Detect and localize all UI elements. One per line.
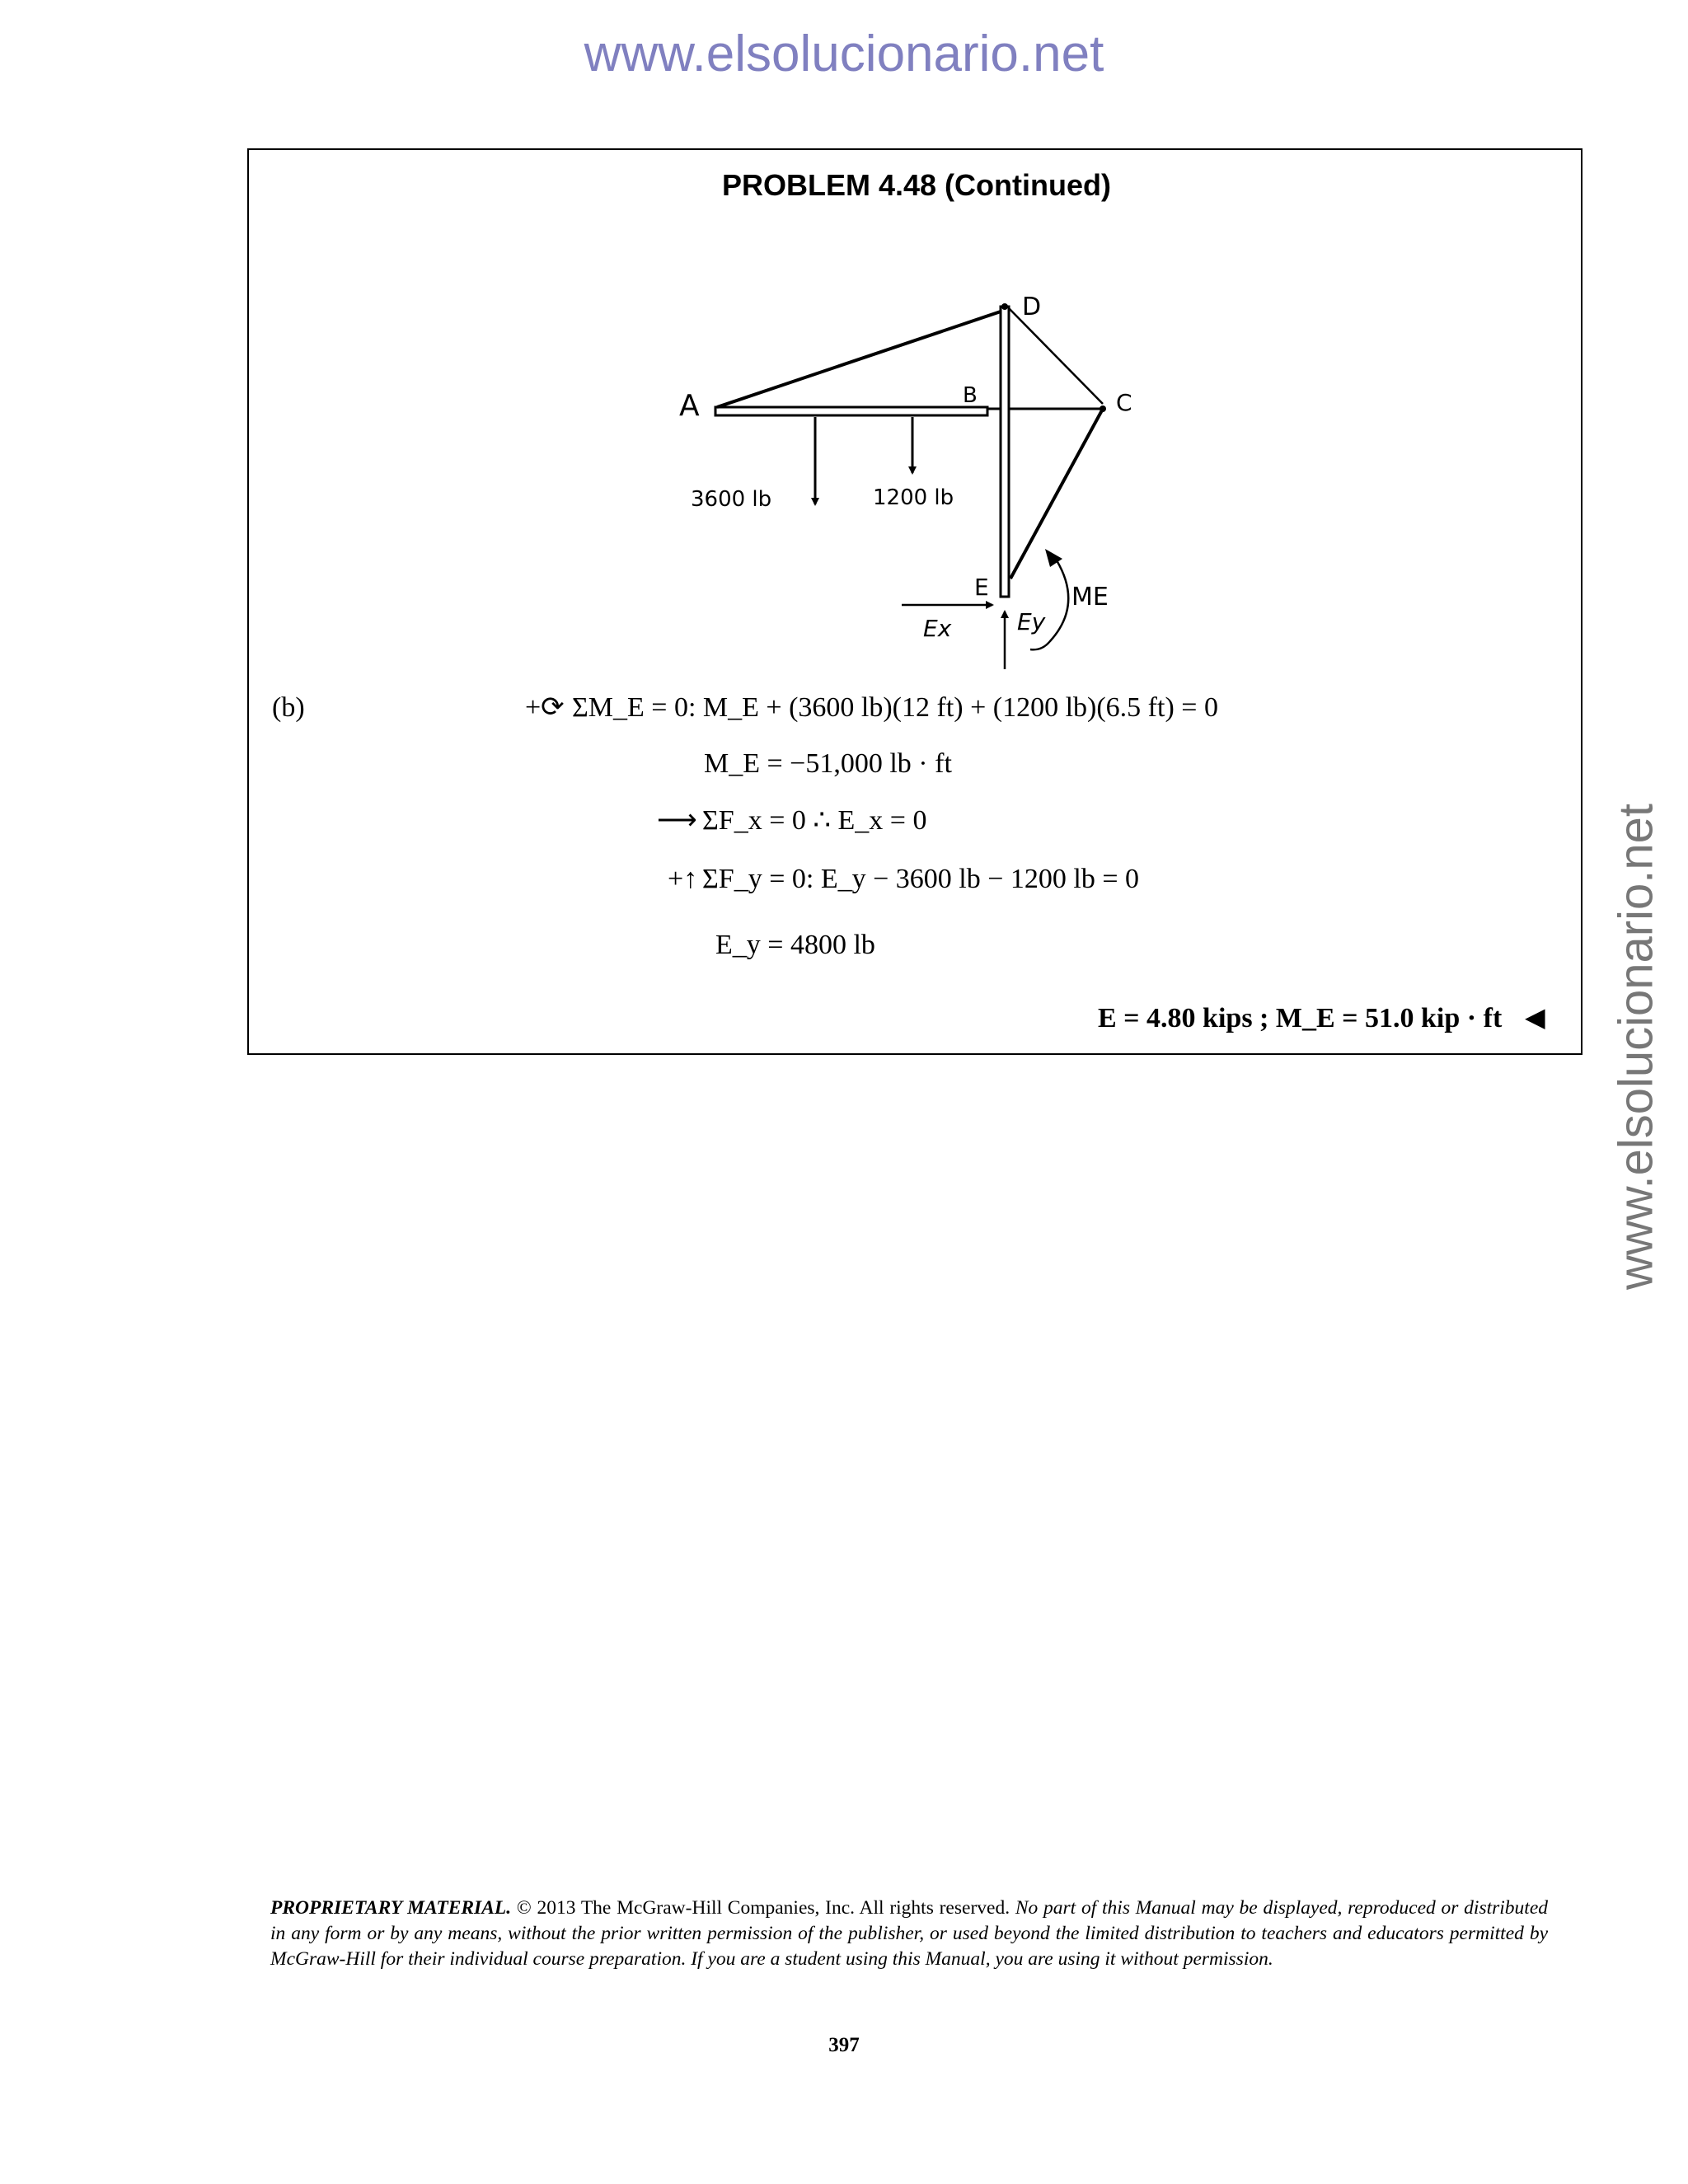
fy-equation: ΣF_y = 0: E_y − 3600 lb − 1200 lb = 0	[702, 864, 1140, 894]
moment-label: ME	[1071, 583, 1109, 612]
cable-dc	[1009, 308, 1103, 404]
fx-equation: ΣF_x = 0 ∴ E_x = 0	[702, 805, 927, 836]
part-label: (b)	[272, 692, 305, 723]
moment-equation: ΣM_E = 0: M_E + (3600 lb)(12 ft) + (1200 lb)(6.5 ft) = 0	[572, 692, 1218, 723]
cable-ad	[717, 312, 1001, 407]
solution-frame	[247, 148, 1582, 1055]
post-de	[1001, 307, 1009, 597]
watermark-top[interactable]: www.elsolucionario.net	[584, 26, 1104, 82]
reaction-y-label: Ey	[1017, 608, 1046, 635]
fx-sign-convention: ⟶	[657, 805, 697, 836]
label-c: C	[1116, 389, 1132, 416]
watermark-side: www.elsolucionario.net	[1609, 804, 1663, 1290]
load-2-label: 1200 lb	[873, 485, 954, 510]
problem-title: PROBLEM 4.48 (Continued)	[721, 168, 1111, 202]
footer-copyright: © 2013 The McGraw-Hill Companies, Inc. All rights reserved.	[516, 1897, 1010, 1919]
fy-sign-convention: +↑	[668, 864, 698, 894]
moment-sign-convention: +⟳	[525, 692, 565, 723]
page-number: 397	[828, 2034, 860, 2056]
moment-arrow	[1030, 560, 1068, 649]
ey-result: E_y = 4800 lb	[715, 930, 875, 960]
label-d: D	[1022, 293, 1042, 321]
answer-marker-icon: ◀	[1525, 1002, 1545, 1032]
footer-notice-text: No part of this Manual may be displayed, reproduced or distributed in any form or by any means, without the prior written permission of the publisher, or used beyond the limited distribution to teachers and educators permitted by McGraw-Hill for their individual course preparation. If you are a student using this Manual, you are using it without permission.	[270, 1897, 1549, 1970]
beam-ac	[715, 407, 987, 415]
load-1-label: 3600 lb	[691, 487, 772, 512]
label-b: B	[963, 383, 978, 408]
footer-notice	[270, 1896, 1548, 1972]
reaction-x-label: Ex	[923, 615, 952, 642]
free-body-diagram	[249, 150, 1584, 694]
label-e: E	[974, 574, 989, 601]
final-answer: E = 4.80 kips ; M_E = 51.0 kip · ft	[1098, 1003, 1503, 1033]
label-a: A	[679, 389, 700, 423]
footer-bold-label: PROPRIETARY MATERIAL.	[270, 1897, 512, 1919]
moment-result: M_E = −51,000 lb · ft	[704, 748, 952, 779]
joint-d	[1001, 303, 1008, 310]
joint-c	[1100, 405, 1106, 412]
cable-ce	[1010, 409, 1103, 579]
